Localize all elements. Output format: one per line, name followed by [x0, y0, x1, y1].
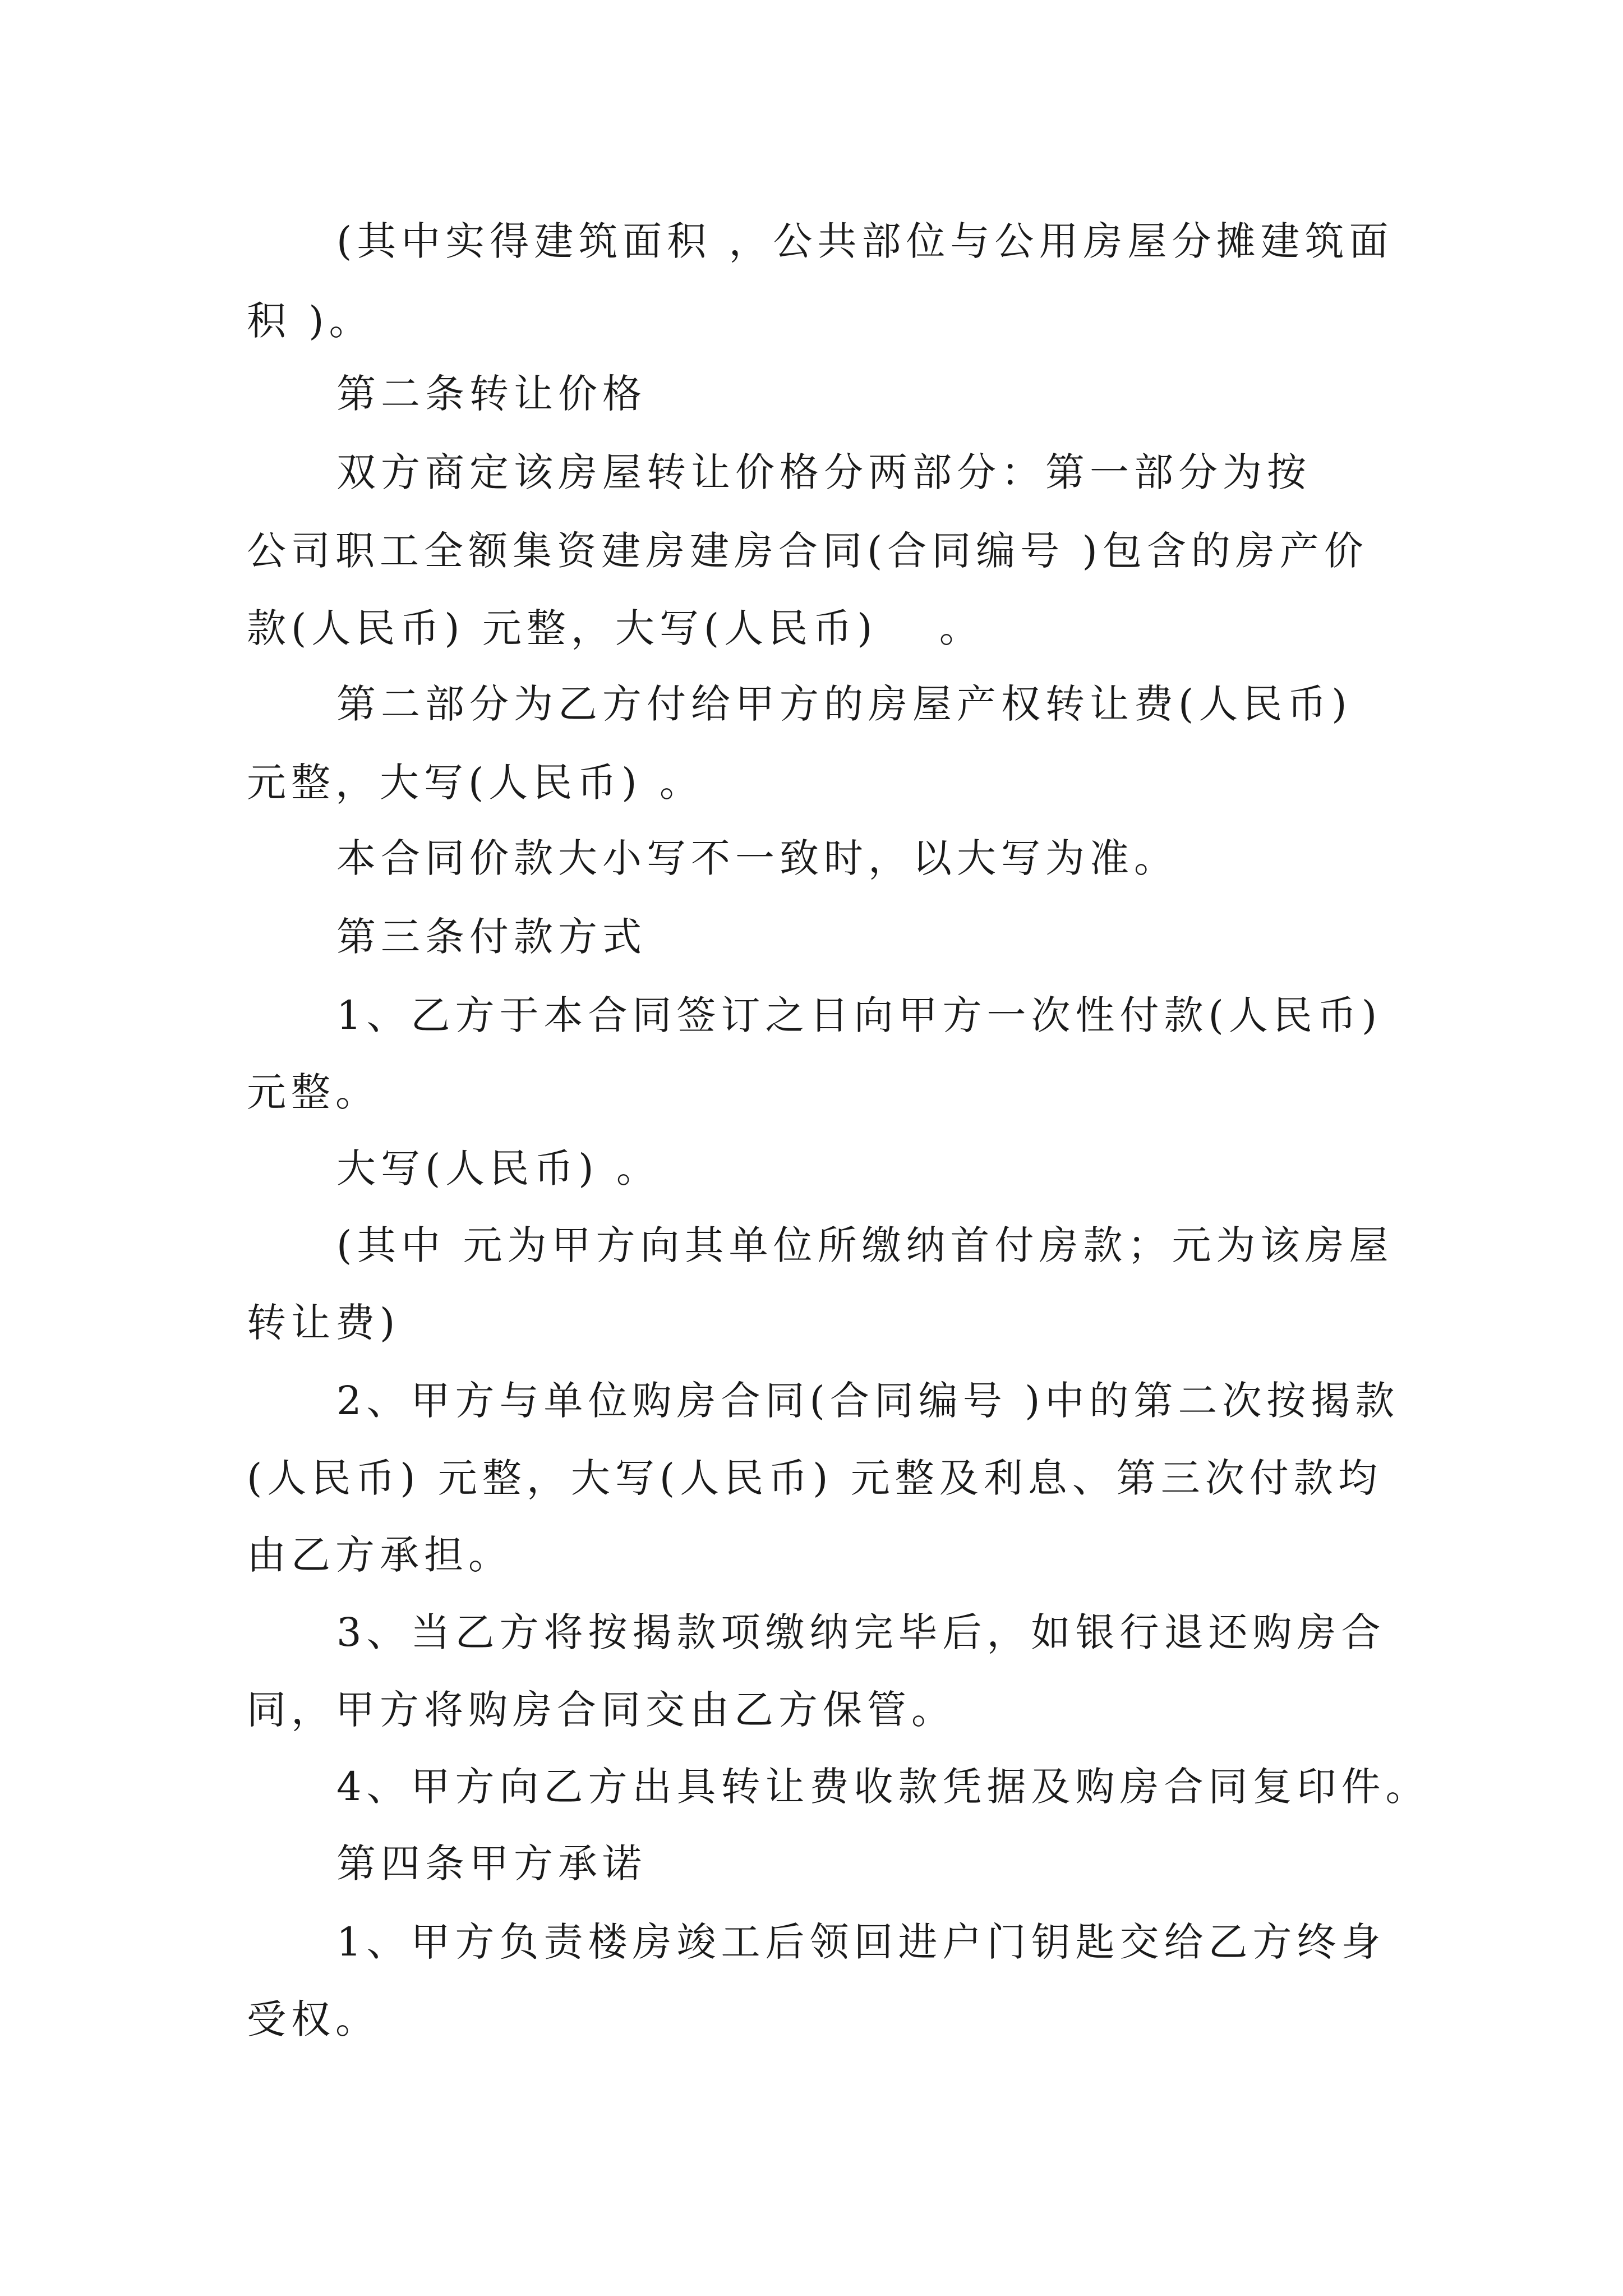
section-heading: 第二条转让价格: [336, 371, 647, 417]
text-line: 本合同价款大小写不一致时，以大写为准。: [336, 835, 1178, 881]
text-line: 元整，大写(人民币) 。: [247, 760, 704, 806]
text-line: 公司职工全额集资建房建房合同(合同编号 )包含的房产价: [247, 528, 1368, 574]
text-line: (人民币) 元整，大写(人民币) 元整及利息、第三次付款均: [247, 1455, 1382, 1501]
text-line: 双方商定该房屋转让价格分两部分：第一部分为按: [336, 449, 1311, 495]
text-line: (其中 元为甲方向其单位所缴纳首付房款；元为该房屋: [336, 1222, 1394, 1268]
text-line: 受权。: [247, 1996, 380, 2042]
text-line: 第二部分为乙方付给甲方的房屋产权转让费(人民币): [336, 681, 1352, 727]
text-line: 由乙方承担。: [247, 1532, 513, 1578]
text-line: 4、甲方向乙方出具转让费收款凭据及购房合同复印件。: [336, 1764, 1430, 1810]
section-heading: 第四条甲方承诺: [336, 1841, 647, 1887]
text-line: 大写(人民币) 。: [336, 1145, 661, 1191]
text-line: 元整。: [247, 1069, 380, 1115]
text-line: 转让费): [247, 1300, 400, 1346]
text-line: (其中实得建筑面积 ，公共部位与公用房屋分摊建筑面: [336, 218, 1394, 264]
section-heading: 第三条付款方式: [336, 914, 647, 960]
text-line: 2、甲方与单位购房合同(合同编号 )中的第二次按揭款: [336, 1378, 1400, 1424]
text-line: 3、当乙方将按揭款项缴纳完毕后，如银行退还购房合: [336, 1609, 1386, 1655]
text-line: 1、乙方于本合同签订之日向甲方一次性付款(人民币): [336, 992, 1382, 1038]
text-line: 款(人民币) 元整，大写(人民币) 。: [247, 605, 984, 651]
text-line: 同，甲方将购房合同交由乙方保管。: [247, 1687, 956, 1733]
text-line: 1、甲方负责楼房竣工后领回进户门钥匙交给乙方终身: [336, 1919, 1386, 1965]
text-line: 积 )。: [247, 298, 374, 344]
